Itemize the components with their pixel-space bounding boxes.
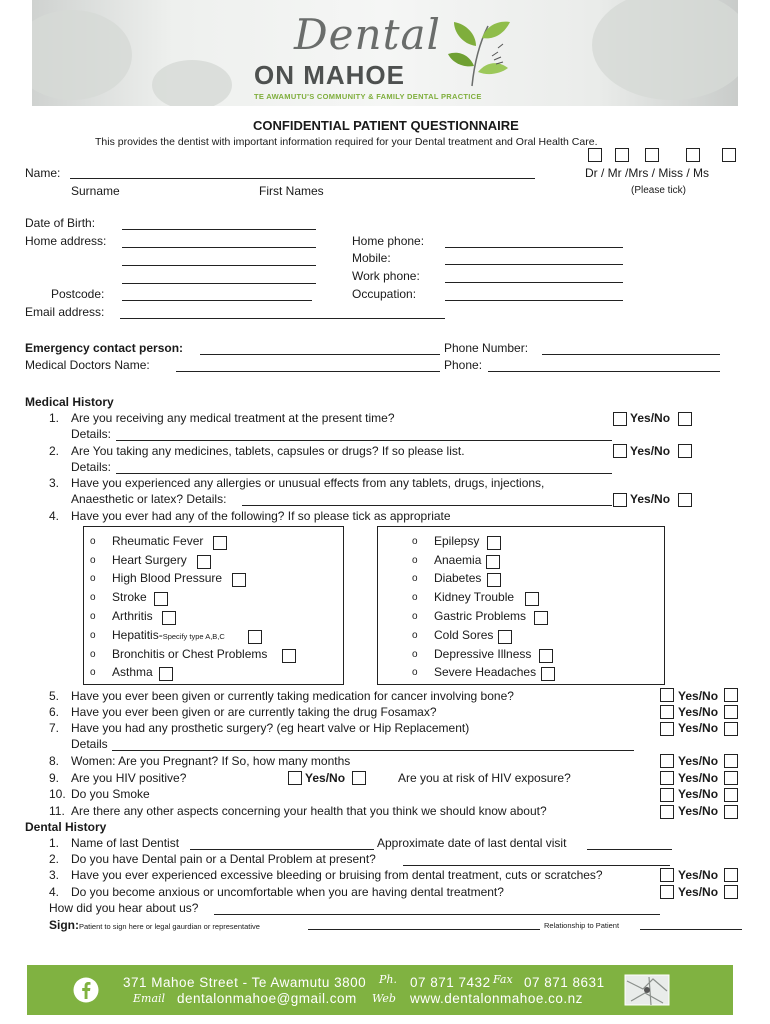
leaf-logo-icon: [432, 16, 517, 91]
q8-number: 8.: [49, 754, 60, 768]
hepatitis-label: Hepatitis-: [112, 628, 163, 642]
cold-sores-checkbox[interactable]: [498, 630, 512, 644]
bullet: o: [412, 649, 418, 660]
condition-kidney-trouble: Kidney Trouble: [434, 590, 515, 604]
q5-text: Have you ever been given or currently taking medication for cancer involving bone?: [71, 689, 514, 703]
high-blood-pressure-checkbox[interactable]: [232, 573, 246, 587]
last-dentist-field[interactable]: [190, 849, 374, 850]
bullet: o: [412, 611, 418, 622]
q1-yes-checkbox[interactable]: [613, 412, 627, 426]
q3-text-2: Anaesthetic or latex? Details:: [71, 492, 227, 506]
q4-number: 4.: [49, 509, 60, 523]
q2-details-field[interactable]: [116, 473, 612, 474]
anaemia-checkbox[interactable]: [486, 555, 500, 569]
first-names-label: First Names: [259, 184, 324, 198]
bullet: o: [412, 592, 418, 603]
bullet: o: [90, 555, 96, 566]
last-visit-field[interactable]: [587, 849, 672, 850]
q9-number: 9.: [49, 771, 60, 785]
q3-no-checkbox[interactable]: [678, 493, 692, 507]
condition-anaemia: Anaemia: [434, 553, 482, 567]
q11-number: 11.: [49, 804, 65, 818]
sign-label: Sign:: [49, 918, 79, 932]
q6-text: Have you ever been given or are currently taking the drug Fosamax?: [71, 705, 437, 719]
q10-no-checkbox[interactable]: [724, 788, 738, 802]
dental-pain-field[interactable]: [403, 865, 670, 866]
condition-stroke: Stroke: [112, 590, 147, 604]
q9b-yes-no: Yes/No: [678, 771, 719, 785]
postcode-field[interactable]: [122, 300, 312, 301]
condition-heart-surgery: Heart Surgery: [112, 553, 187, 567]
home-address-field-2[interactable]: [122, 265, 316, 266]
name-field[interactable]: [70, 178, 535, 179]
email-label: Email address:: [25, 305, 105, 319]
q9b-no-checkbox[interactable]: [724, 771, 738, 785]
q1-no-checkbox[interactable]: [678, 412, 692, 426]
footer-ph-label: Ph.: [379, 973, 397, 986]
facebook-icon[interactable]: [73, 977, 99, 1003]
q2-details-label: Details:: [71, 460, 112, 474]
footer-phone: 07 871 7432: [410, 975, 491, 990]
kidney-trouble-checkbox[interactable]: [525, 592, 539, 606]
sign-note: Patient to sign here or legal gaurdian or representative: [79, 922, 260, 931]
q1-number: 1.: [49, 411, 60, 425]
q8-yes-checkbox[interactable]: [660, 754, 674, 768]
hepatitis-note: Specify type A,B,C: [162, 632, 225, 641]
bullet: o: [90, 630, 96, 641]
dob-field[interactable]: [122, 229, 316, 230]
asthma-checkbox[interactable]: [159, 667, 173, 681]
condition-high-blood-pressure: High Blood Pressure: [112, 571, 223, 585]
q5-yes-checkbox[interactable]: [660, 688, 674, 702]
condition-severe-headaches: Severe Headaches: [434, 665, 537, 679]
q10-yes-no: Yes/No: [678, 787, 719, 801]
q11-yes-no: Yes/No: [678, 804, 719, 818]
form-title: CONFIDENTIAL PATIENT QUESTIONNAIRE: [253, 118, 519, 133]
map-icon: [623, 971, 671, 1009]
bullet: o: [90, 592, 96, 603]
mobile-field[interactable]: [445, 264, 623, 265]
q2-no-checkbox[interactable]: [678, 444, 692, 458]
bullet: o: [412, 630, 418, 641]
bullet: o: [412, 573, 418, 584]
hear-about-us-field[interactable]: [214, 914, 660, 915]
emergency-field[interactable]: [200, 354, 440, 355]
doctor-label: Medical Doctors Name:: [25, 358, 150, 372]
footer-address: 371 Mahoe Street - Te Awamutu 3800: [123, 975, 367, 990]
diabetes-checkbox[interactable]: [487, 573, 501, 587]
q9-yes-no: Yes/No: [305, 771, 346, 785]
d4-yes-checkbox[interactable]: [660, 885, 674, 899]
d4-no-checkbox[interactable]: [724, 885, 738, 899]
doctor-phone-field[interactable]: [488, 371, 720, 372]
bullet: o: [90, 667, 96, 678]
title-mr-checkbox[interactable]: [615, 148, 629, 162]
q6-no-checkbox[interactable]: [724, 705, 738, 719]
logo-tagline: TE AWAMUTU'S COMMUNITY & FAMILY DENTAL PRACTICE: [254, 92, 482, 101]
footer-web-label: Web: [372, 992, 396, 1005]
d3-no-checkbox[interactable]: [724, 868, 738, 882]
q3-number: 3.: [49, 476, 60, 490]
phone-number-label: Phone Number:: [444, 341, 529, 355]
q9-no-checkbox[interactable]: [352, 771, 366, 785]
gastric-problems-checkbox[interactable]: [534, 611, 548, 625]
q3-yes-no: Yes/No: [630, 492, 671, 506]
home-address-label: Home address:: [25, 234, 107, 248]
doctor-field[interactable]: [176, 371, 440, 372]
q6-yes-checkbox[interactable]: [660, 705, 674, 719]
surname-label: Surname: [71, 184, 120, 198]
signature-row: [49, 918, 260, 932]
relationship-label: Relationship to Patient: [544, 921, 620, 930]
q11-text: Are there any other aspects concerning your health that you think we should know about?: [71, 804, 547, 818]
condition-cold-sores: Cold Sores: [434, 628, 494, 642]
bullet: o: [90, 649, 96, 660]
condition-rheumatic-fever: Rheumatic Fever: [112, 534, 204, 548]
title-dr-checkbox[interactable]: [588, 148, 602, 162]
q1-details-field[interactable]: [116, 440, 612, 441]
q6-yes-no: Yes/No: [678, 705, 719, 719]
q5-number: 5.: [49, 689, 60, 703]
q1-text: Are you receiving any medical treatment at the present time?: [71, 411, 395, 425]
logo-script-text: Dental: [294, 10, 441, 59]
hear-about-us-label: How did you hear about us?: [49, 901, 199, 915]
d3-yes-no: Yes/No: [678, 868, 719, 882]
q7-yes-checkbox[interactable]: [660, 722, 674, 736]
q8-text: Women: Are you Pregnant? If So, how many months: [71, 754, 351, 768]
severe-headaches-checkbox[interactable]: [541, 667, 555, 681]
q1-details-label: Details:: [71, 427, 112, 441]
footer-fax: 07 871 8631: [524, 975, 605, 990]
medical-history-heading: Medical History: [25, 395, 114, 409]
bullet: o: [90, 611, 96, 622]
titles-label: Dr / Mr /Mrs / Miss / Ms: [585, 166, 709, 180]
header-banner: [32, 0, 738, 106]
footer-fax-label: Fax: [493, 973, 513, 986]
q7-details-field[interactable]: [112, 750, 634, 751]
footer-bar: [27, 965, 733, 1015]
bullet: o: [412, 555, 418, 566]
d4-number: 4.: [49, 885, 60, 899]
q7-number: 7.: [49, 721, 60, 735]
footer-email[interactable]: dentalonmahoe@gmail.com: [177, 991, 357, 1006]
doctor-phone-label: Phone:: [444, 358, 483, 372]
q11-yes-checkbox[interactable]: [660, 805, 674, 819]
relationship-field[interactable]: [640, 929, 742, 930]
rheumatic-fever-checkbox[interactable]: [213, 536, 227, 550]
heart-surgery-checkbox[interactable]: [197, 555, 211, 569]
d3-number: 3.: [49, 868, 60, 882]
q2-yes-no: Yes/No: [630, 444, 671, 458]
emergency-phone-field[interactable]: [542, 354, 720, 355]
condition-epilepsy: Epilepsy: [434, 534, 480, 548]
bullet: o: [412, 667, 418, 678]
epilepsy-checkbox[interactable]: [487, 536, 501, 550]
form-subtitle: This provides the dentist with important information required for your Dental treatment and Oral Health Care.: [95, 136, 598, 148]
q10-number: 10.: [49, 787, 66, 801]
title-mrs-checkbox[interactable]: [645, 148, 659, 162]
signature-field[interactable]: [308, 929, 540, 930]
occupation-label: Occupation:: [352, 287, 417, 301]
emergency-label: Emergency contact person:: [25, 341, 184, 355]
q3-text: Have you experienced any allergies or unusual effects from any tablets, drugs, injections,: [71, 476, 545, 490]
q8-no-checkbox[interactable]: [724, 754, 738, 768]
d2-number: 2.: [49, 852, 60, 866]
postcode-label: Postcode:: [51, 287, 105, 301]
q8-yes-no: Yes/No: [678, 754, 719, 768]
condition-depressive-illness: Depressive Illness: [434, 647, 532, 661]
mobile-label: Mobile:: [352, 251, 391, 265]
home-address-field-3[interactable]: [122, 283, 316, 284]
d1-text: Name of last Dentist: [71, 836, 180, 850]
condition-bronchitis: Bronchitis or Chest Problems: [112, 647, 268, 661]
dental-history-heading: Dental History: [25, 820, 107, 834]
d3-yes-checkbox[interactable]: [660, 868, 674, 882]
work-phone-field[interactable]: [445, 282, 623, 283]
home-phone-field[interactable]: [445, 247, 623, 248]
name-label: Name:: [25, 166, 61, 180]
footer-email-label: Email: [133, 992, 166, 1005]
logo-main-text: ON MAHOE: [254, 60, 405, 90]
q9-text: Are you HIV positive?: [71, 771, 187, 785]
q7-text: Have you had any prosthetic surgery? (eg heart valve or Hip Replacement): [71, 721, 470, 735]
q3-details-field[interactable]: [242, 505, 612, 506]
condition-diabetes: Diabetes: [434, 571, 482, 585]
q5-yes-no: Yes/No: [678, 689, 719, 703]
q9-yes-checkbox[interactable]: [288, 771, 302, 785]
q5-no-checkbox[interactable]: [724, 688, 738, 702]
bullet: o: [412, 536, 418, 547]
q7-yes-no: Yes/No: [678, 721, 719, 735]
condition-hepatitis: [112, 628, 225, 642]
hepatitis-checkbox[interactable]: [248, 630, 262, 644]
dob-label: Date of Birth:: [25, 216, 96, 230]
title-miss-checkbox[interactable]: [686, 148, 700, 162]
email-field[interactable]: [120, 318, 445, 319]
q10-yes-checkbox[interactable]: [660, 788, 674, 802]
q9b-text: Are you at risk of HIV exposure?: [398, 771, 571, 785]
d3-text: Have you ever experienced excessive bleeding or bruising from dental treatment, cuts or scratches?: [71, 868, 603, 882]
condition-asthma: Asthma: [112, 665, 153, 679]
q11-no-checkbox[interactable]: [724, 805, 738, 819]
condition-arthritis: Arthritis: [112, 609, 153, 623]
q2-yes-checkbox[interactable]: [613, 444, 627, 458]
occupation-field[interactable]: [445, 300, 623, 301]
bullet: o: [90, 536, 96, 547]
home-address-field-1[interactable]: [122, 247, 316, 248]
depressive-illness-checkbox[interactable]: [539, 649, 553, 663]
q6-number: 6.: [49, 705, 60, 719]
d4-text: Do you become anxious or uncomfortable when you are having dental treatment?: [71, 885, 504, 899]
q4-text: Have you ever had any of the following? If so please tick as appropriate: [71, 509, 451, 523]
q7-details-label: Details: [71, 737, 108, 751]
q2-text: Are You taking any medicines, tablets, capsules or drugs? If so please list.: [71, 444, 465, 458]
d1-number: 1.: [49, 836, 60, 850]
q3-yes-checkbox[interactable]: [613, 493, 627, 507]
conditions-right-box: [377, 526, 665, 685]
please-tick-note: (Please tick): [631, 185, 687, 196]
q2-number: 2.: [49, 444, 60, 458]
bronchitis-checkbox[interactable]: [282, 649, 296, 663]
q1-yes-no: Yes/No: [630, 411, 671, 425]
q9b-yes-checkbox[interactable]: [660, 771, 674, 785]
d1b-text: Approximate date of last dental visit: [377, 836, 567, 850]
d2-text: Do you have Dental pain or a Dental Problem at present?: [71, 852, 376, 866]
bullet: o: [90, 573, 96, 584]
title-ms-checkbox[interactable]: [722, 148, 736, 162]
work-phone-label: Work phone:: [352, 269, 420, 283]
condition-gastric-problems: Gastric Problems: [434, 609, 527, 623]
stroke-checkbox[interactable]: [154, 592, 168, 606]
arthritis-checkbox[interactable]: [162, 611, 176, 625]
q7-no-checkbox[interactable]: [724, 722, 738, 736]
q10-text: Do you Smoke: [71, 787, 150, 801]
home-phone-label: Home phone:: [352, 234, 425, 248]
footer-web[interactable]: www.dentalonmahoe.co.nz: [410, 991, 583, 1006]
d4-yes-no: Yes/No: [678, 885, 719, 899]
